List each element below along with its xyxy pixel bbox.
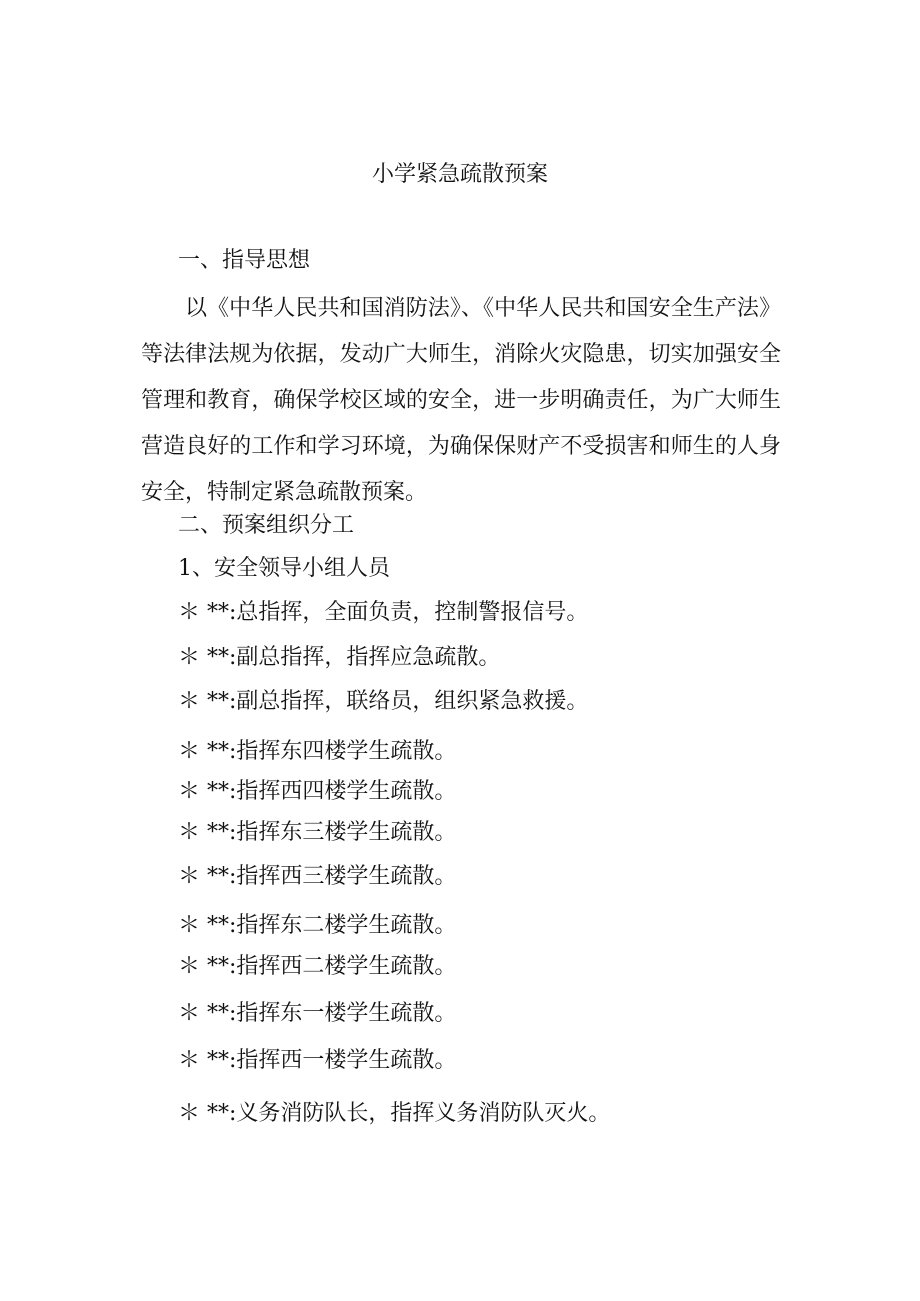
list-item: ＊ **:副总指挥，联络员，组织紧急救援。 [178, 689, 589, 714]
list-item: ＊ **:指挥东四楼学生疏散。 [178, 739, 457, 764]
list-item: ＊ **:指挥东三楼学生疏散。 [178, 820, 457, 845]
document-title: 小学紧急疏散预案 [371, 162, 548, 187]
section-heading-organization: 二、预案组织分工 [178, 513, 355, 538]
list-item: ＊ **:指挥西三楼学生疏散。 [178, 864, 457, 889]
list-item: ＊ **:指挥西四楼学生疏散。 [178, 779, 457, 804]
list-item: ＊ **:指挥东二楼学生疏散。 [178, 913, 457, 938]
guiding-ideology-paragraph: 以《中华人民共和国消防法》、《中华人民共和国安全生产法》等法律法规为依据，发动广大师生，消除火灾隐患，切实加强安全管理和教育，确保学校区域的安全，进一步明确责任，为广大师生营造良好的工作和学习环境，为确保保财产不受损害和师生的人身安全，特制定紧急疏散预案。 [141, 296, 781, 505]
list-item: ＊ **:指挥西二楼学生疏散。 [178, 954, 457, 979]
section-heading-guiding-ideology: 一、指导思想 [178, 248, 311, 273]
list-item: ＊ **:副总指挥，指挥应急疏散。 [178, 645, 501, 670]
subheading-safety-leadership-group: 1、安全领导小组人员 [178, 556, 390, 581]
list-item: ＊ **:指挥西一楼学生疏散。 [178, 1048, 457, 1073]
list-item: ＊ **:总指挥，全面负责，控制警报信号。 [178, 600, 589, 625]
list-item: ＊ **:义务消防队长，指挥义务消防队灭火。 [178, 1101, 611, 1126]
list-item: ＊ **:指挥东一楼学生疏散。 [178, 1001, 457, 1026]
